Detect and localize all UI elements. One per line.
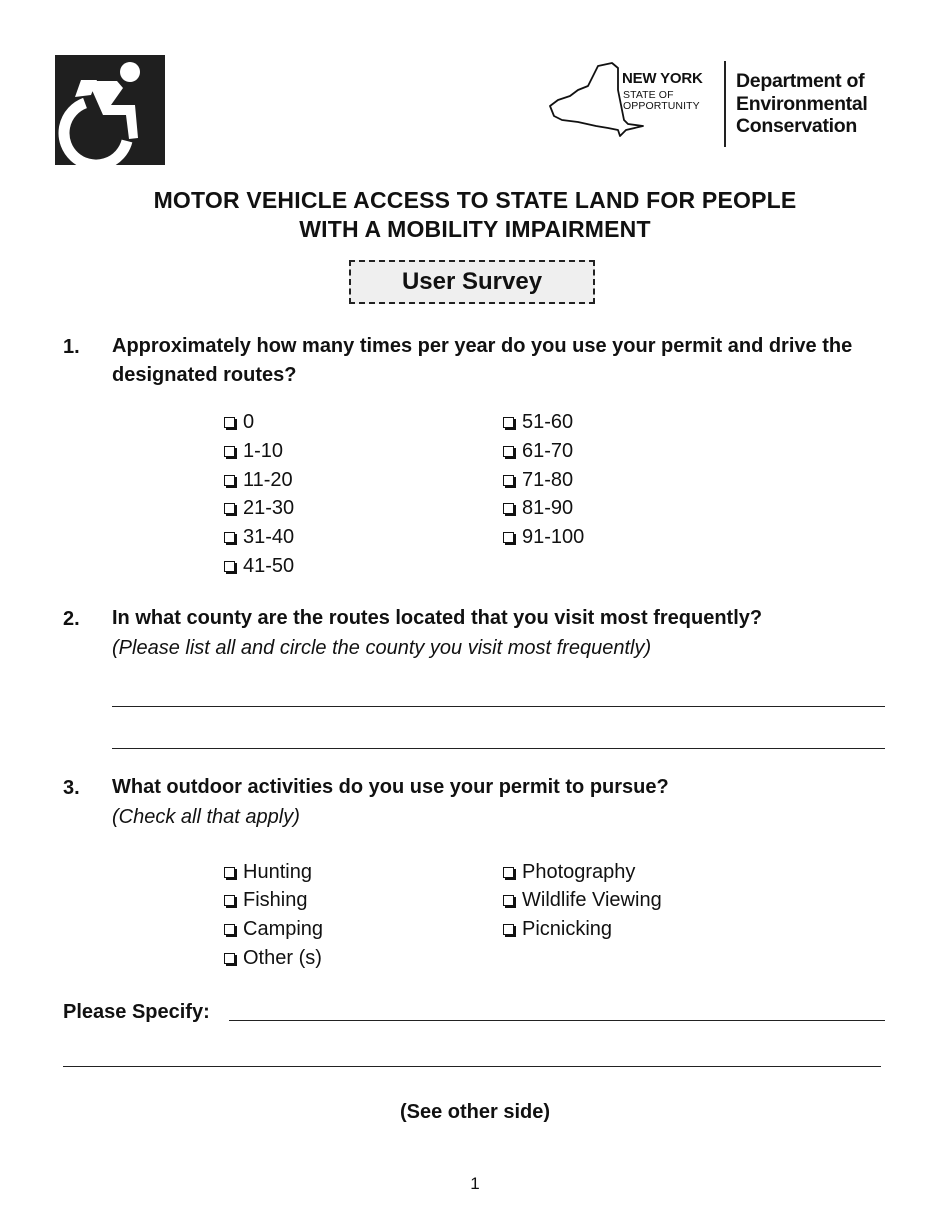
county-answer-line-2[interactable]: [112, 748, 885, 749]
q1-option[interactable]: 0: [224, 408, 254, 437]
checkbox-icon[interactable]: [224, 561, 235, 572]
checkbox-icon[interactable]: [503, 417, 514, 428]
see-other-side-note: (See other side): [399, 1101, 551, 1123]
page-title-line-1: MOTOR VEHICLE ACCESS TO STATE LAND FOR PEOPLE: [153, 187, 797, 213]
checkbox-icon[interactable]: [224, 446, 235, 457]
q1-option[interactable]: 91-100: [503, 523, 584, 552]
question-2-number: 2.: [63, 608, 80, 630]
question-3-number: 3.: [63, 777, 80, 799]
checkbox-icon[interactable]: [224, 503, 235, 514]
state-subtitle-1: STATE OF: [623, 89, 674, 101]
checkbox-icon[interactable]: [224, 953, 235, 964]
question-3-text: What outdoor activities do you use your permit to pursue?: [112, 776, 669, 798]
county-answer-line-1[interactable]: [112, 706, 885, 707]
q3-option[interactable]: Picnicking: [503, 915, 612, 944]
checkbox-icon[interactable]: [224, 475, 235, 486]
checkbox-icon[interactable]: [503, 475, 514, 486]
checkbox-icon[interactable]: [224, 867, 235, 878]
logo-divider: [724, 61, 726, 147]
checkbox-icon[interactable]: [224, 417, 235, 428]
q1-option[interactable]: 71-80: [503, 466, 573, 495]
question-2-hint: (Please list all and circle the county you visit most frequently): [112, 637, 652, 659]
checkbox-icon[interactable]: [224, 924, 235, 935]
question-3-hint: (Check all that apply): [112, 806, 300, 828]
dept-line-1: Department of: [736, 70, 865, 92]
checkbox-icon[interactable]: [224, 532, 235, 543]
nys-dec-logo: [548, 58, 888, 150]
survey-badge: User Survey: [349, 260, 595, 304]
q3-option[interactable]: Wildlife Viewing: [503, 886, 662, 915]
state-name: NEW YORK: [622, 70, 703, 87]
checkbox-icon[interactable]: [503, 895, 514, 906]
specify-answer-line-1[interactable]: [229, 1020, 885, 1021]
q1-option[interactable]: 11-20: [224, 466, 293, 495]
q3-option[interactable]: Photography: [503, 858, 635, 887]
page-title-line-2: WITH A MOBILITY IMPAIRMENT: [299, 216, 651, 242]
q1-option[interactable]: 21-30: [224, 494, 294, 523]
checkbox-icon[interactable]: [503, 503, 514, 514]
checkbox-icon[interactable]: [503, 924, 514, 935]
q1-option[interactable]: 61-70: [503, 437, 573, 466]
q3-option[interactable]: Other (s): [224, 944, 322, 973]
checkbox-icon[interactable]: [503, 532, 514, 543]
q3-option[interactable]: Camping: [224, 915, 323, 944]
q1-option[interactable]: 81-90: [503, 494, 573, 523]
q3-option[interactable]: Hunting: [224, 858, 312, 887]
question-1-text: Approximately how many times per year do you use your permit and drive the designated routes?: [112, 335, 853, 386]
question-1-number: 1.: [63, 336, 80, 358]
specify-answer-line-2[interactable]: [63, 1066, 881, 1067]
q3-option[interactable]: Fishing: [224, 886, 307, 915]
dept-line-3: Conservation: [736, 115, 858, 137]
q1-option[interactable]: 31-40: [224, 523, 294, 552]
checkbox-icon[interactable]: [503, 446, 514, 457]
checkbox-icon[interactable]: [503, 867, 514, 878]
accessibility-logo: [55, 55, 165, 165]
dept-line-2: Environmental: [736, 93, 868, 115]
question-2-text: In what county are the routes located that you visit most frequently?: [112, 607, 763, 629]
checkbox-icon[interactable]: [224, 895, 235, 906]
page-number: 1: [470, 1174, 480, 1193]
q1-option[interactable]: 41-50: [224, 552, 294, 581]
wheelchair-accessibility-icon: [55, 55, 165, 165]
q1-option[interactable]: 1-10: [224, 437, 283, 466]
specify-label: Please Specify:: [63, 1001, 210, 1023]
state-subtitle-2: OPPORTUNITY: [623, 100, 700, 112]
q1-option[interactable]: 51-60: [503, 408, 573, 437]
